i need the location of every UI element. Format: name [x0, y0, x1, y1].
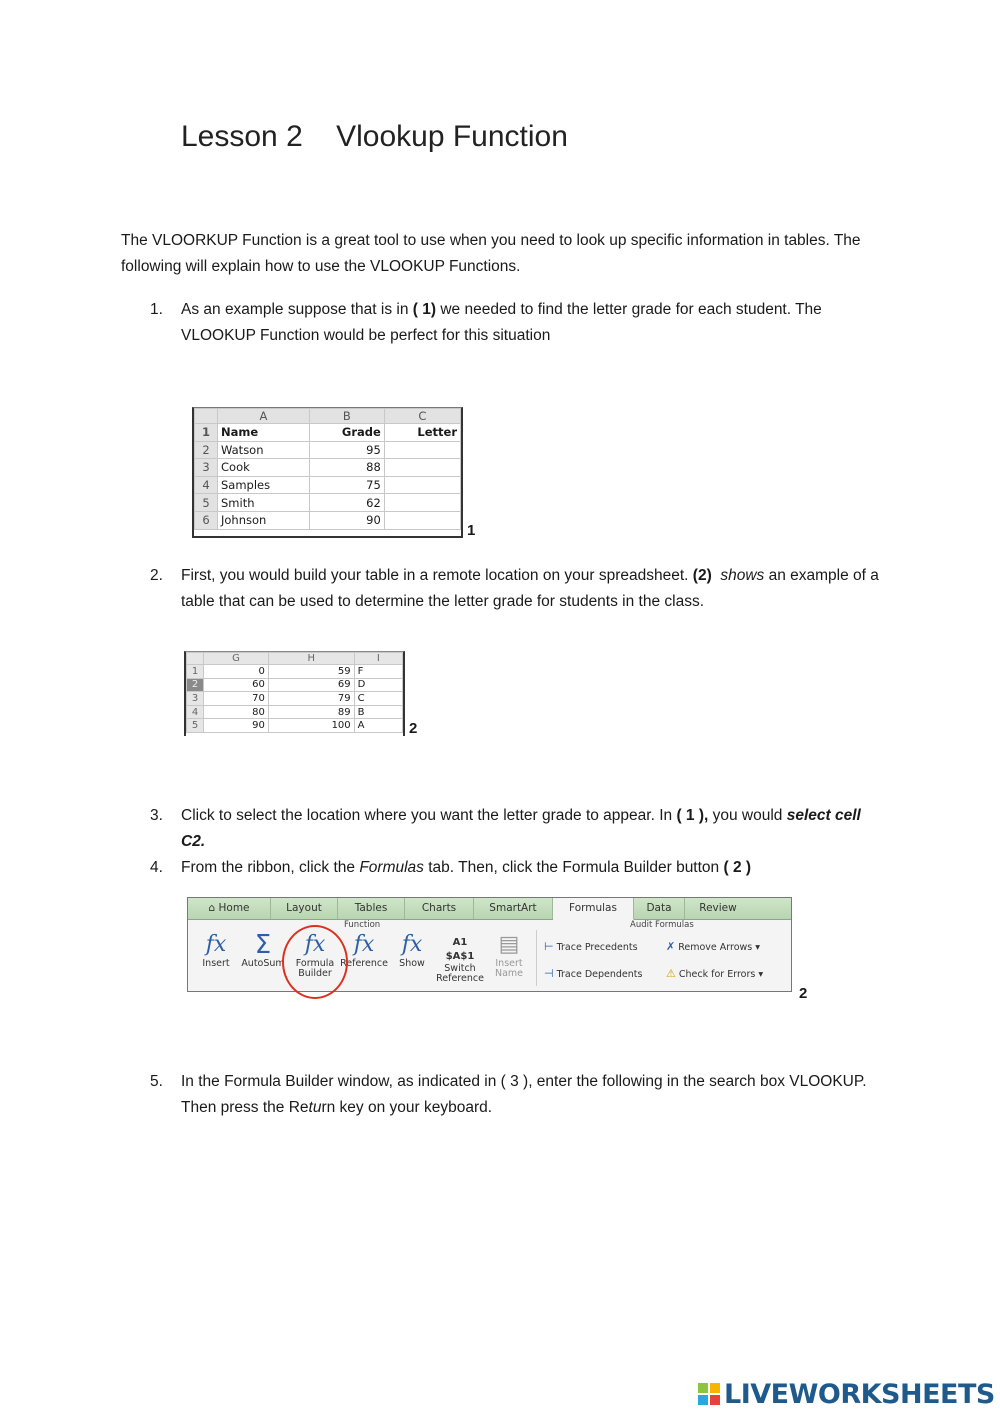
cell: Samples [218, 476, 310, 494]
step-text: Click to select the location where you want the letter grade to appear. In [181, 807, 677, 824]
row-number: 4 [187, 705, 204, 719]
cell: C [354, 692, 402, 706]
cell: 59 [268, 665, 354, 679]
group-divider [536, 930, 537, 986]
trace-precedents-button[interactable]: ⊢ Trace Precedents [544, 940, 638, 953]
row-number: 1 [187, 665, 204, 679]
logo-mark-icon [698, 1383, 720, 1405]
corner-cell [187, 653, 204, 665]
cell: Cook [218, 459, 310, 477]
cell: 75 [309, 476, 384, 494]
tab-data[interactable]: Data [634, 898, 685, 919]
row-number: 3 [187, 692, 204, 706]
cell: 70 [204, 692, 269, 706]
row-number: 2 [187, 678, 204, 692]
page-title: Lesson 2 Vlookup Function [181, 120, 568, 153]
remove-arrows-button[interactable]: ✗ Remove Arrows ▾ [666, 940, 761, 953]
step-text: an example of a table that can be used to determine the letter grade for students in the class. [181, 567, 879, 610]
column-header: H [268, 653, 354, 665]
cell: Johnson [218, 511, 310, 529]
row-number: 5 [195, 494, 218, 512]
step-number: 3. [150, 807, 163, 824]
cell [384, 459, 460, 477]
tab-home[interactable]: ⌂ Home [188, 898, 271, 919]
trace-dependents-icon: ⊣ [544, 967, 554, 980]
sigma-icon: Σ [254, 930, 272, 960]
cell: 0 [204, 665, 269, 679]
insert-function-button[interactable]: fx Insert [198, 931, 234, 969]
table-row [195, 476, 461, 494]
cell: 88 [309, 459, 384, 477]
table-row [187, 719, 403, 733]
step-text: As an example suppose that is in [181, 301, 413, 318]
step-text: rn key on your keyboard. [321, 1099, 493, 1116]
autosum-button[interactable]: Σ AutoSum [241, 930, 285, 969]
cell: Grade [309, 424, 384, 442]
group-label-function: Function [344, 920, 381, 930]
fx-icon: fx [205, 932, 227, 957]
figure-3-label: 2 [799, 985, 808, 1002]
step-text: First, you would build your table in a remote location on your spreadsheet. [181, 567, 693, 584]
column-header: G [204, 653, 269, 665]
row-number: 1 [195, 424, 218, 442]
remove-arrows-icon: ✗ [666, 940, 676, 953]
step-emphasis: select cell C2. [181, 807, 861, 850]
figure-2-spreadsheet [184, 651, 405, 736]
step-text: From the ribbon, click the [181, 859, 360, 876]
formula-builder-icon: fx [304, 932, 326, 957]
step-text: In the Formula Builder window, as indicated in ( 3 ), enter the following in the search box VLOOKUP. [181, 1073, 867, 1090]
step-2 [150, 563, 880, 615]
column-header: I [354, 653, 402, 665]
step-1 [150, 297, 880, 349]
row-number: 2 [195, 441, 218, 459]
step-text: tab. Then, click the Formula Builder button [423, 859, 724, 876]
cell: D [354, 678, 402, 692]
cell: 80 [204, 705, 269, 719]
check-errors-button[interactable]: ⚠ Check for Errors ▾ [666, 967, 764, 980]
cell [384, 441, 460, 459]
cell: Name [218, 424, 310, 442]
cell [384, 476, 460, 494]
row-number: 4 [195, 476, 218, 494]
show-formulas-icon: fx [401, 932, 423, 957]
cell [384, 511, 460, 529]
cell: 79 [268, 692, 354, 706]
cell: A [354, 719, 402, 733]
corner-cell [195, 409, 218, 424]
switch-reference-button[interactable]: A1 $A$1 Switch Reference [434, 936, 486, 984]
figure-1-label: 1 [467, 522, 476, 539]
step-emphasis: Formulas [359, 859, 424, 876]
step-ref: ( 2 ) [723, 859, 752, 876]
table-row [187, 705, 403, 719]
step-text: you would [708, 807, 787, 824]
table-row [195, 511, 461, 529]
tab-formulas[interactable]: Formulas [553, 898, 634, 920]
trace-precedents-icon: ⊢ [544, 940, 554, 953]
group-label-audit: Audit Formulas [630, 920, 694, 930]
trace-dependents-button[interactable]: ⊣ Trace Dependents [544, 967, 643, 980]
step-text: Then press the Re [181, 1099, 309, 1116]
cell: Smith [218, 494, 310, 512]
step-3 [150, 803, 880, 855]
column-header: C [384, 409, 460, 424]
row-number: 3 [195, 459, 218, 477]
step-emphasis: shows [720, 567, 765, 584]
cell: Watson [218, 441, 310, 459]
cell: 60 [204, 678, 269, 692]
table-row [195, 441, 461, 459]
table-row [195, 459, 461, 477]
cell: B [354, 705, 402, 719]
table-row [195, 494, 461, 512]
column-header: B [309, 409, 384, 424]
cell: 89 [268, 705, 354, 719]
highlight-circle [282, 925, 348, 999]
tab-layout[interactable]: Layout [271, 898, 338, 919]
step-number: 2. [150, 567, 163, 584]
step-ref: (2) [692, 567, 712, 584]
step-number: 1. [150, 301, 163, 318]
ribbon-screenshot [187, 897, 792, 992]
ribbon-tabs [188, 898, 791, 920]
table-row [187, 678, 403, 692]
row-number: 6 [195, 511, 218, 529]
cell: 95 [309, 441, 384, 459]
cell [384, 494, 460, 512]
step-text: we needed to find the letter grade for each student. The VLOOKUP Function would be perfect for this situation [181, 301, 822, 344]
step-5 [150, 1069, 880, 1121]
figure-1-spreadsheet [192, 407, 463, 538]
cell: 90 [204, 719, 269, 733]
step-ref: ( 1) [412, 301, 437, 318]
home-icon: ⌂ [208, 902, 216, 914]
cell: 62 [309, 494, 384, 512]
cell: Letter [384, 424, 460, 442]
reference-icon: fx [353, 932, 375, 957]
tab-review[interactable]: Review [699, 902, 737, 914]
insert-name-icon: ▤ [498, 932, 520, 957]
tab-smartart[interactable]: SmartArt [474, 898, 553, 919]
warning-icon: ⚠ [666, 967, 676, 980]
cell: F [354, 665, 402, 679]
column-header: A [218, 409, 310, 424]
step-ref: ( 1 ), [676, 807, 709, 824]
tab-charts[interactable]: Charts [405, 898, 474, 919]
formula-builder-button[interactable]: fx Formula Builder [290, 931, 340, 979]
intro-paragraph: The VLOORKUP Function is a great tool to use when you need to look up specific information in tables. The following will explain how to use the VLOOKUP Functions. [121, 232, 861, 275]
step-number: 5. [150, 1073, 163, 1090]
step-emphasis: tu [308, 1099, 322, 1116]
insert-name-button[interactable]: ▤ Insert Name [488, 931, 530, 979]
table-row [187, 665, 403, 679]
step-number: 4. [150, 859, 163, 876]
switch-reference-icon: A1 $A$1 [445, 937, 475, 962]
liveworksheets-logo [698, 1379, 995, 1409]
figure-2-label: 2 [409, 720, 418, 737]
table-row [187, 692, 403, 706]
cell: 69 [268, 678, 354, 692]
show-button[interactable]: fx Show [394, 931, 430, 969]
cell: 100 [268, 719, 354, 733]
step-4 [150, 855, 880, 881]
tab-tables[interactable]: Tables [338, 898, 405, 919]
reference-button[interactable]: fx Reference [338, 931, 390, 969]
cell: 90 [309, 511, 384, 529]
row-number: 5 [187, 719, 204, 733]
logo-wordmark: LIVEWORKSHEETS [724, 1378, 995, 1410]
